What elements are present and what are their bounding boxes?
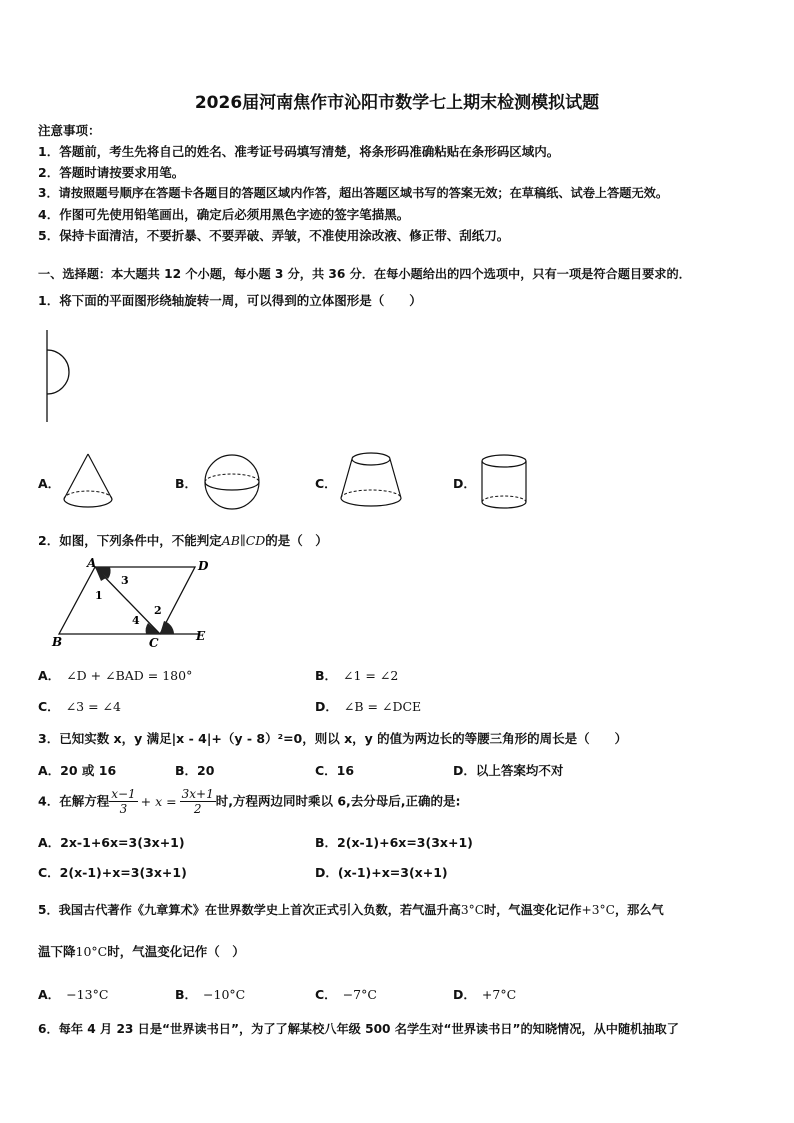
angle-arc-4 [146, 623, 160, 634]
question-4-option-a: A．2x-1+6x=3(3x+1) [38, 835, 185, 850]
page-title: 2026届河南焦作市沁阳市数学七上期末检测模拟试题 [194, 93, 600, 113]
question-1-option-d-label: D． [453, 476, 476, 491]
question-2-option-b: B． ∠1 = ∠2 [315, 668, 399, 683]
vertex-label-c: C [149, 636, 159, 649]
question-1-option-a-label: A． [38, 476, 61, 491]
cylinder-icon [474, 452, 534, 514]
notice-item: 2．答题时请按要求用笔。 [38, 165, 185, 180]
question-4-option-d: D．(x-1)+x=3(x+1) [315, 865, 448, 880]
fraction-left: $\frac{x-1}{3}$ [111, 787, 136, 816]
question-3-stem: 3．已知实数 x，y 满足|x - 4|+（y - 8）²=0，则以 x，y 的值为两边长的等腰三角形的周长是（ ） [38, 731, 628, 746]
notice-item: 5．保持卡面清洁，不要折暴、不要弄破、弄皱，不准使用涂改液、修正带、刮纸刀。 [38, 228, 510, 243]
angle-label-3: 3 [121, 574, 129, 587]
vertex-label-a: A [87, 557, 97, 570]
question-1-stem: 1．将下面的平面图形绕轴旋转一周，可以得到的立体图形是（ ） [38, 293, 422, 308]
cone-icon [58, 448, 118, 516]
vertex-label-e: E [196, 629, 206, 643]
parallelogram-figure [50, 557, 220, 649]
question-6-stem: 6．每年 4 月 23 日是“世界读书日”，为了了解某校八年级 500 名学生对“世界读书日”的知晓情况，从中随机抽取了 [38, 1022, 679, 1036]
angle-label-4: 4 [132, 614, 140, 627]
angle-label-1: 1 [95, 589, 103, 602]
notice-heading: 注意事项： [38, 123, 101, 138]
vertex-label-d: D [198, 559, 209, 573]
question-2-option-d: D． ∠B = ∠DCE [315, 699, 422, 714]
question-2-option-c: C． ∠3 = ∠4 [38, 699, 121, 714]
question-4-option-c: C．2(x-1)+x=3(3x+1) [38, 865, 187, 880]
section-heading: 一、选择题：本大题共 12 个小题，每小题 3 分，共 36 分．在每小题给出的四个选项中，只有一项是符合题目要求的． [38, 267, 691, 281]
question-3-option-c: C．16 [315, 763, 355, 778]
question-5-stem-line2: 温下降10°C时，气温变化记作（ ） [38, 944, 245, 959]
question-5-stem-line1: 5．我国古代著作《九章算术》在世界数学史上首次正式引入负数，若气温升高3°C时，气温变化记作+3°C，那么气 [38, 903, 664, 917]
question-4-stem: 4．在解方程 $\frac{x-1}{3}$ + x = $\frac{3x+1}{2}$ 时,方程两边同时乘以 6,去分母后,正确的是: [38, 787, 461, 816]
fraction-right: $\frac{3x+1}{2}$ [181, 787, 214, 816]
question-4-option-b: B．2(x-1)+6x=3(3x+1) [315, 835, 473, 850]
notice-item: 1．答题前，考生先将自己的姓名、准考证号码填写清楚，将条形码准确粘贴在条形码区域内。 [38, 144, 560, 159]
question-1-option-b-label: B． [175, 476, 198, 491]
notice-item: 4．作图可先使用铅笔画出，确定后必须用黑色字迹的签字笔描黑。 [38, 207, 410, 222]
question-5-option-b: B． −10°C [175, 987, 246, 1002]
question-5-option-a: A． −13°C [38, 987, 109, 1002]
angle-label-2: 2 [154, 604, 162, 617]
question-3-option-a: A．20 或 16 [38, 763, 117, 778]
vertex-label-b: B [52, 635, 63, 649]
math-ab-parallel-cd: AB∥CD [221, 533, 266, 548]
question-3-option-d: D．以上答案均不对 [453, 763, 564, 778]
sphere-icon [200, 451, 264, 515]
question-3-option-b: B．20 [175, 763, 215, 778]
question-5-option-c: C． −7°C [315, 987, 377, 1002]
notice-item: 3．请按照题号顺序在答题卡各题目的答题区域内作答，超出答题区域书写的答案无效；在草稿纸、试卷上答题无效。 [38, 186, 669, 200]
rotation-figure [40, 328, 80, 424]
angle-arc-2 [160, 621, 174, 634]
question-5-option-d: D． +7°C [453, 987, 517, 1002]
semicircle-shape [47, 350, 69, 394]
question-2-option-a: A． ∠D + ∠BAD = 180° [38, 668, 193, 683]
frustum-icon [335, 450, 407, 512]
question-2-stem: 2．如图，下列条件中，不能判定AB∥CD的是（ ） [38, 533, 328, 548]
question-1-option-c-label: C． [315, 476, 337, 491]
